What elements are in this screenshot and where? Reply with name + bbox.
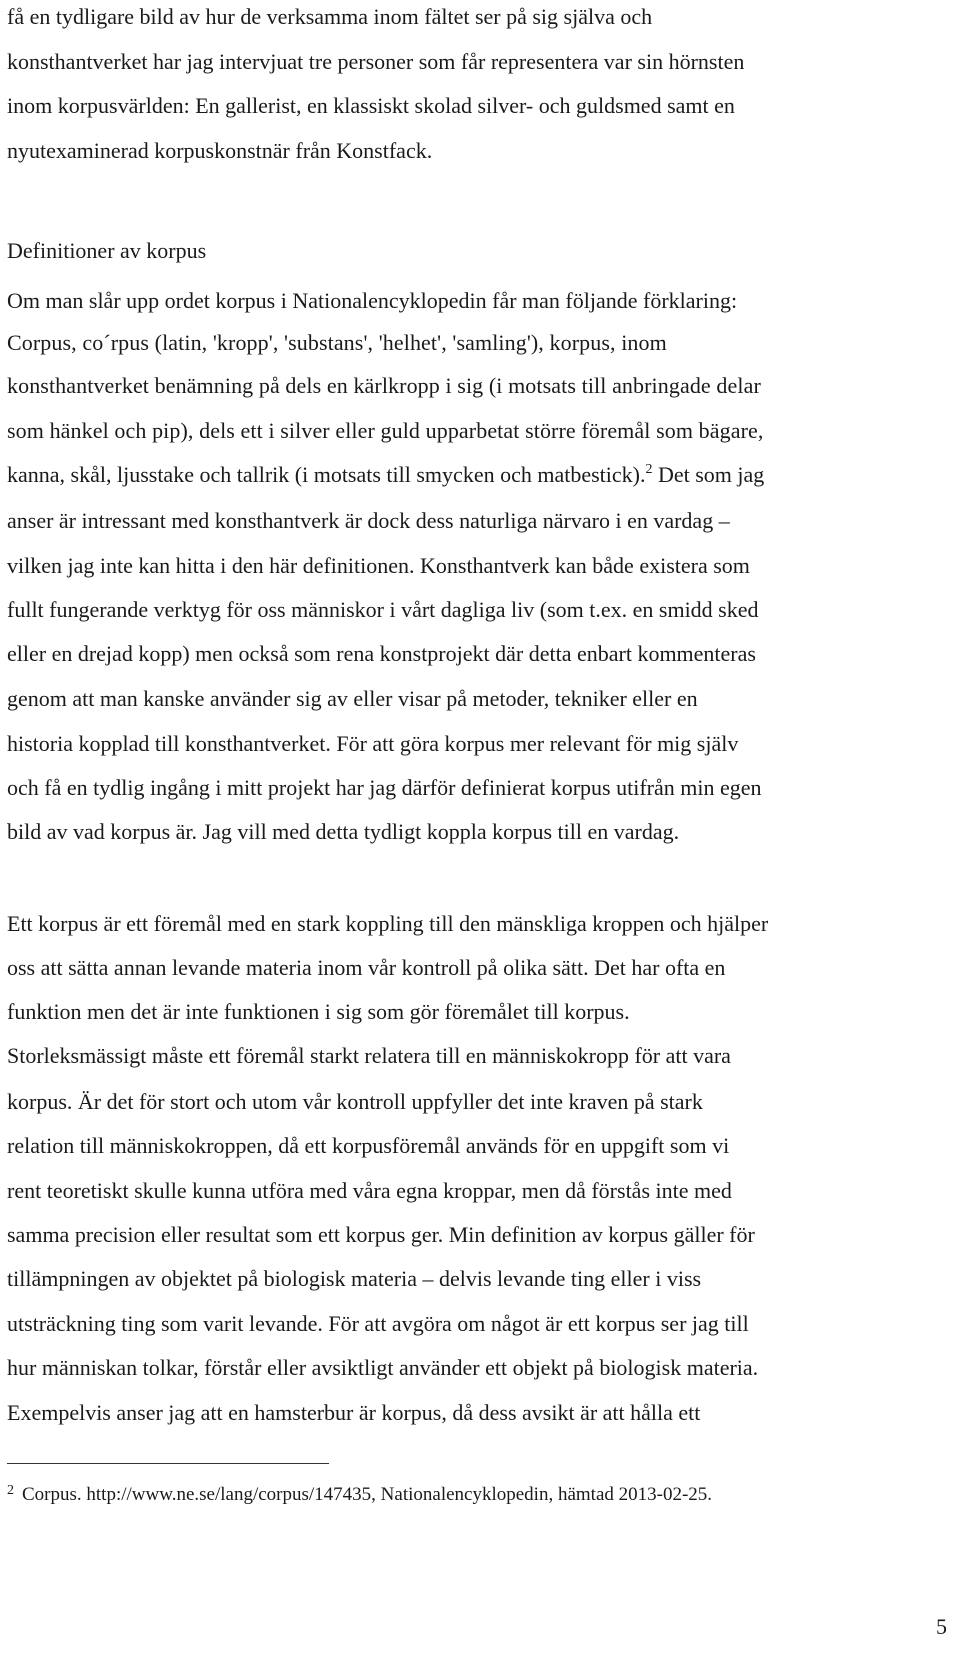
text-line-with-footnote-ref — [7, 462, 764, 488]
text-line: konsthantverket benämning på dels en kärlkropp i sig (i motsats till anbringade delar — [7, 373, 761, 398]
text-line: Corpus, co´rpus (latin, 'kropp', 'substans', 'helhet', 'samling'), korpus, inom — [7, 330, 667, 355]
text-line: funktion men det är inte funktionen i sig som gör föremålet till korpus. — [7, 999, 630, 1024]
footnote-mark: 2 — [7, 1483, 14, 1498]
text-line: relation till människokroppen, då ett korpusföremål används för en uppgift som vi — [7, 1133, 730, 1158]
text-line: genom att man kanske använder sig av eller visar på metoder, tekniker eller en — [7, 686, 698, 711]
text-line: oss att sätta annan levande materia inom vår kontroll på olika sätt. Det har ofta en — [7, 955, 726, 980]
text-line: Om man slår upp ordet korpus i Nationalencyklopedin får man följande förklaring: — [7, 288, 738, 313]
text-line: eller en drejad kopp) men också som rena konstprojekt där detta enbart kommenteras — [7, 641, 756, 666]
text-line: anser är intressant med konsthantverk är dock dess naturliga närvaro i en vardag – — [7, 508, 730, 533]
text-line: Ett korpus är ett föremål med en stark koppling till den mänskliga kroppen och hjälper — [7, 911, 769, 936]
text-line: hur människan tolkar, förstår eller avsiktligt använder ett objekt på biologisk materia. — [7, 1355, 759, 1380]
text-line: samma precision eller resultat som ett korpus ger. Min definition av korpus gäller för — [7, 1222, 755, 1247]
text-line: som hänkel och pip), dels ett i silver eller guld upparbetat större föremål som bägare, — [7, 418, 764, 443]
text-line: vilken jag inte kan hitta i den här definitionen. Konsthantverk kan både existera som — [7, 553, 750, 578]
text-line: få en tydligare bild av hur de verksamma inom fältet ser på sig själva och — [7, 4, 653, 29]
text-line: rent teoretiskt skulle kunna utföra med våra egna kroppar, men då förstås inte med — [7, 1178, 732, 1203]
text-line: och få en tydlig ingång i mitt projekt har jag därför definierat korpus utifrån min egen — [7, 775, 762, 800]
text-line: Storleksmässigt måste ett föremål starkt relatera till en människokropp för att vara — [7, 1043, 731, 1068]
text-line: konsthantverket har jag intervjuat tre personer som får representera var sin hörnsten — [7, 49, 745, 74]
footnote-reference[interactable]: 2 — [645, 462, 653, 477]
footnote — [7, 1484, 712, 1506]
page-number: 5 — [936, 1614, 947, 1639]
text-line: nyutexaminerad korpuskonstnär från Konstfack. — [7, 138, 433, 163]
quote-end: kanna, skål, ljusstake och tallrik (i motsats till smycken och matbestick). — [7, 462, 646, 487]
footnote-text: Corpus. http://www.ne.se/lang/corpus/147435, Nationalencyklopedin, hämtad 2013-02-25. — [22, 1484, 713, 1505]
footnote-divider — [7, 1463, 329, 1464]
text-line: bild av vad korpus är. Jag vill med detta tydligt koppla korpus till en vardag. — [7, 819, 680, 844]
text-continuation: Det som jag — [652, 462, 765, 487]
text-line: historia kopplad till konsthantverket. För att göra korpus mer relevant för mig själv — [7, 731, 739, 756]
text-line: inom korpusvärlden: En gallerist, en klassiskt skolad silver- och guldsmed samt en — [7, 93, 735, 118]
text-line: tillämpningen av objektet på biologisk materia – delvis levande ting eller i viss — [7, 1266, 702, 1291]
text-line: fullt fungerande verktyg för oss människor i vårt dagliga liv (som t.ex. en smidd sked — [7, 597, 759, 622]
text-line: korpus. Är det för stort och utom vår kontroll uppfyller det inte kraven på stark — [7, 1089, 703, 1114]
section-heading: Definitioner av korpus — [7, 238, 207, 263]
text-line: Exempelvis anser jag att en hamsterbur är korpus, då dess avsikt är att hålla ett — [7, 1400, 701, 1425]
text-line: utsträckning ting som varit levande. För att avgöra om något är ett korpus ser jag till — [7, 1311, 749, 1336]
